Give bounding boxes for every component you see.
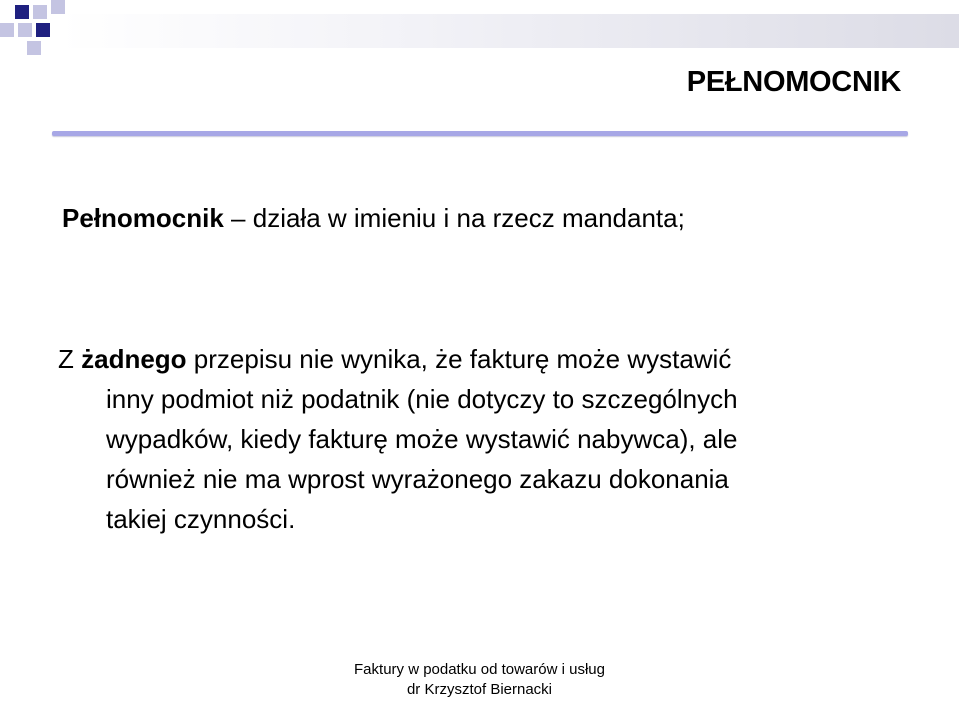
paragraph-line: wypadków, kiedy fakturę może wystawić nabywca), ale bbox=[106, 424, 738, 454]
definition-term: Pełnomocnik bbox=[62, 203, 224, 233]
paragraph-line: również nie ma wprost wyrażonego zakazu dokonania bbox=[106, 464, 729, 494]
header-decoration bbox=[0, 0, 959, 60]
deco-square bbox=[18, 23, 32, 37]
explanation-paragraph bbox=[58, 339, 908, 539]
paragraph-line: inny podmiot niż podatnik (nie dotyczy to szczególnych bbox=[106, 384, 738, 414]
paragraph-line bbox=[58, 339, 908, 379]
deco-square bbox=[15, 5, 29, 19]
footer-author: dr Krzysztof Biernacki bbox=[406, 681, 553, 698]
title-rule bbox=[52, 131, 908, 136]
definition-paragraph bbox=[62, 203, 685, 234]
paragraph-lead: Z bbox=[58, 344, 82, 374]
deco-square bbox=[36, 23, 50, 37]
paragraph-text: przepisu nie wynika, że fakturę może wystawić bbox=[186, 344, 732, 374]
header-gradient-bar bbox=[60, 14, 959, 48]
deco-square bbox=[0, 23, 14, 37]
paragraph-line: takiej czynności. bbox=[106, 504, 296, 534]
deco-square bbox=[27, 41, 41, 55]
footer-subject: Faktury w podatku od towarów i usług bbox=[354, 661, 605, 678]
emphasis-word: żadnego bbox=[81, 344, 187, 374]
definition-text: – działa w imieniu i na rzecz mandanta; bbox=[223, 203, 685, 233]
deco-square bbox=[51, 0, 65, 14]
slide-title: PEŁNOMOCNIK bbox=[686, 66, 901, 98]
deco-square bbox=[33, 5, 47, 19]
